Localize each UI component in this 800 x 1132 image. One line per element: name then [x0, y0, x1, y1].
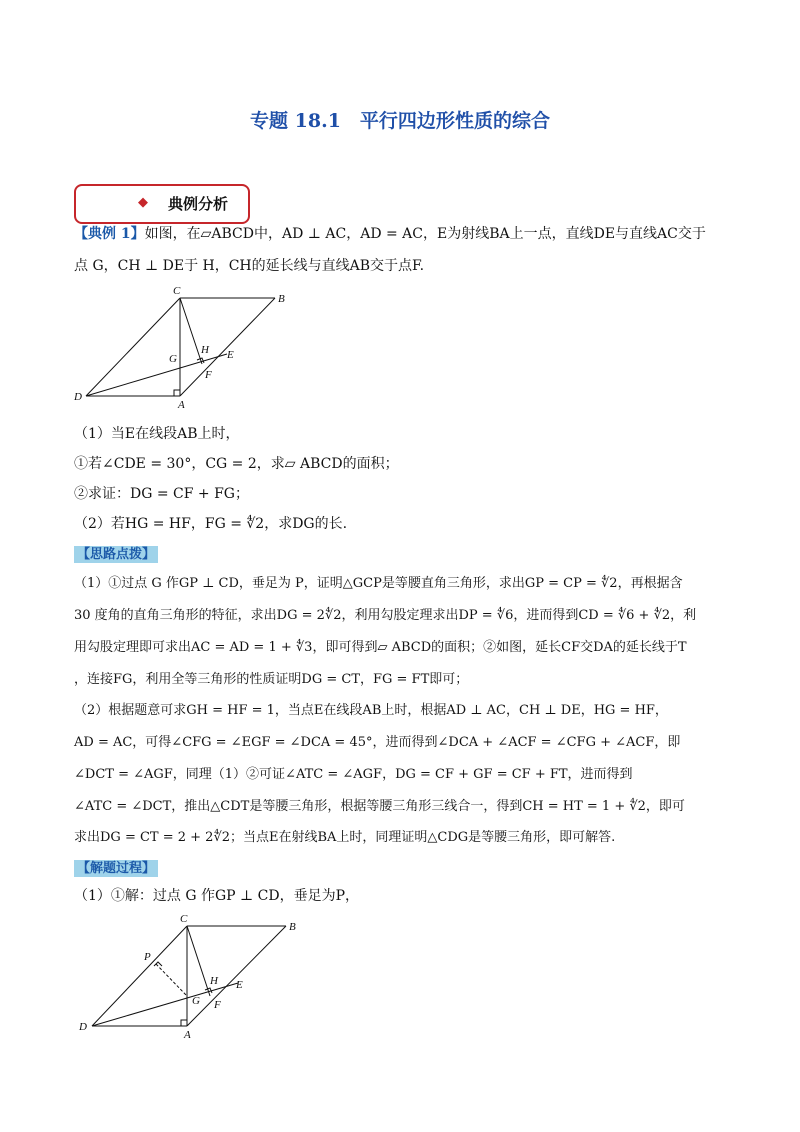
- page-title: 专题 18.1 平行四边形性质的综合: [250, 110, 550, 132]
- example-text-2: 点 G，CH ⊥ DE于 H，CH的延长线与直线AB交于点F.: [74, 258, 425, 274]
- example-text-1: 如图，在▱ABCD中，AD ⊥ AC，AD = AC，E为射线BA上一点，直线DE与直线AC交于: [144, 226, 706, 242]
- fig2-label-c: C: [180, 913, 188, 925]
- fig1-label-e: E: [227, 349, 234, 361]
- fig1-label-f: F: [205, 369, 212, 381]
- fig2-label-d: D: [79, 1021, 87, 1033]
- section-label: 典例分析: [168, 195, 229, 213]
- analysis-line-6: AD = AC，可得∠CFG = ∠EGF = ∠DCA = 45°，进而得到∠DCA + ∠ACF = ∠CFG + ∠ACF，即: [74, 735, 681, 750]
- fig1-label-c: C: [173, 285, 181, 297]
- fig2-label-a: A: [184, 1029, 191, 1041]
- fig2-label-p: P: [144, 951, 151, 963]
- example-tag: 【典例 1】: [74, 226, 145, 242]
- analysis-line-3: 用勾股定理即可求出AC = AD = 1 + ∜3，即可得到▱ ABCD的面积；②如图，延长CF交DA的延长线于T: [74, 640, 687, 655]
- analysis-tag: 【思路点拨】: [74, 546, 158, 563]
- analysis-header: [74, 544, 734, 565]
- fig2-label-b: B: [289, 921, 296, 933]
- fig2-label-h: H: [210, 975, 218, 987]
- analysis-line-8: ∠ATC = ∠DCT，推出△CDT是等腰三角形，根据等腰三角形三线合一，得到CH = HT = 1 + ∜2，即可: [74, 799, 685, 814]
- fig1-label-b: B: [278, 293, 285, 305]
- question-1-2: ②求证：DG = CF + FG；: [74, 486, 249, 502]
- solution-line-1: （1）①解：过点 G 作GP ⊥ CD，垂足为P，: [74, 888, 360, 904]
- analysis-line-1: （1）①过点 G 作GP ⊥ CD，垂足为 P，证明△GCP是等腰直角三角形，求出GP = CP = ∜2，再根据含: [74, 576, 683, 591]
- figure-2: [74, 910, 314, 1045]
- fig1-label-g: G: [169, 353, 177, 365]
- example-line-2: [74, 256, 734, 276]
- fig1-label-d: D: [74, 391, 82, 403]
- fig2-label-f: F: [214, 999, 221, 1011]
- figure-1: [70, 282, 300, 412]
- analysis-line-2: 30 度角的直角三角形的特征，求出DG = 2∜2，利用勾股定理求出DP = ∜6，进而得到CD = ∜6 + ∜2，利: [74, 608, 697, 623]
- analysis-line-5: （2）根据题意可求GH = HF = 1，当点E在线段AB上时，根据AD ⊥ AC，CH ⊥ DE，HG = HF，: [74, 703, 668, 718]
- analysis-line-9: 求出DG = CT = 2 + 2∜2；当点E在射线BA上时，同理证明△CDG是等腰三角形，即可解答.: [74, 830, 616, 845]
- question-1: （1）当E在线段AB上时，: [74, 426, 240, 442]
- fig2-label-g: G: [192, 995, 200, 1007]
- question-2: （2）若HG = HF，FG = ∜2，求DG的长.: [74, 516, 348, 532]
- fig1-label-h: H: [201, 344, 209, 356]
- analysis-line-4: ，连接FG，利用全等三角形的性质证明DG = CT，FG = FT即可；: [74, 672, 469, 687]
- fig1-label-a: A: [178, 399, 185, 411]
- solution-tag: 【解题过程】: [74, 860, 158, 877]
- diamond-icon: ◆: [138, 195, 148, 210]
- fig2-label-e: E: [236, 979, 243, 991]
- solution-header: [74, 858, 734, 879]
- section-header: [74, 184, 250, 224]
- question-1-1: ①若∠CDE = 30°，CG = 2，求▱ ABCD的面积；: [74, 456, 399, 472]
- analysis-line-7: ∠DCT = ∠AGF，同理（1）②可证∠ATC = ∠AGF，DG = CF + GF = CF + FT，进而得到: [74, 767, 633, 782]
- example-line-1: [74, 224, 734, 244]
